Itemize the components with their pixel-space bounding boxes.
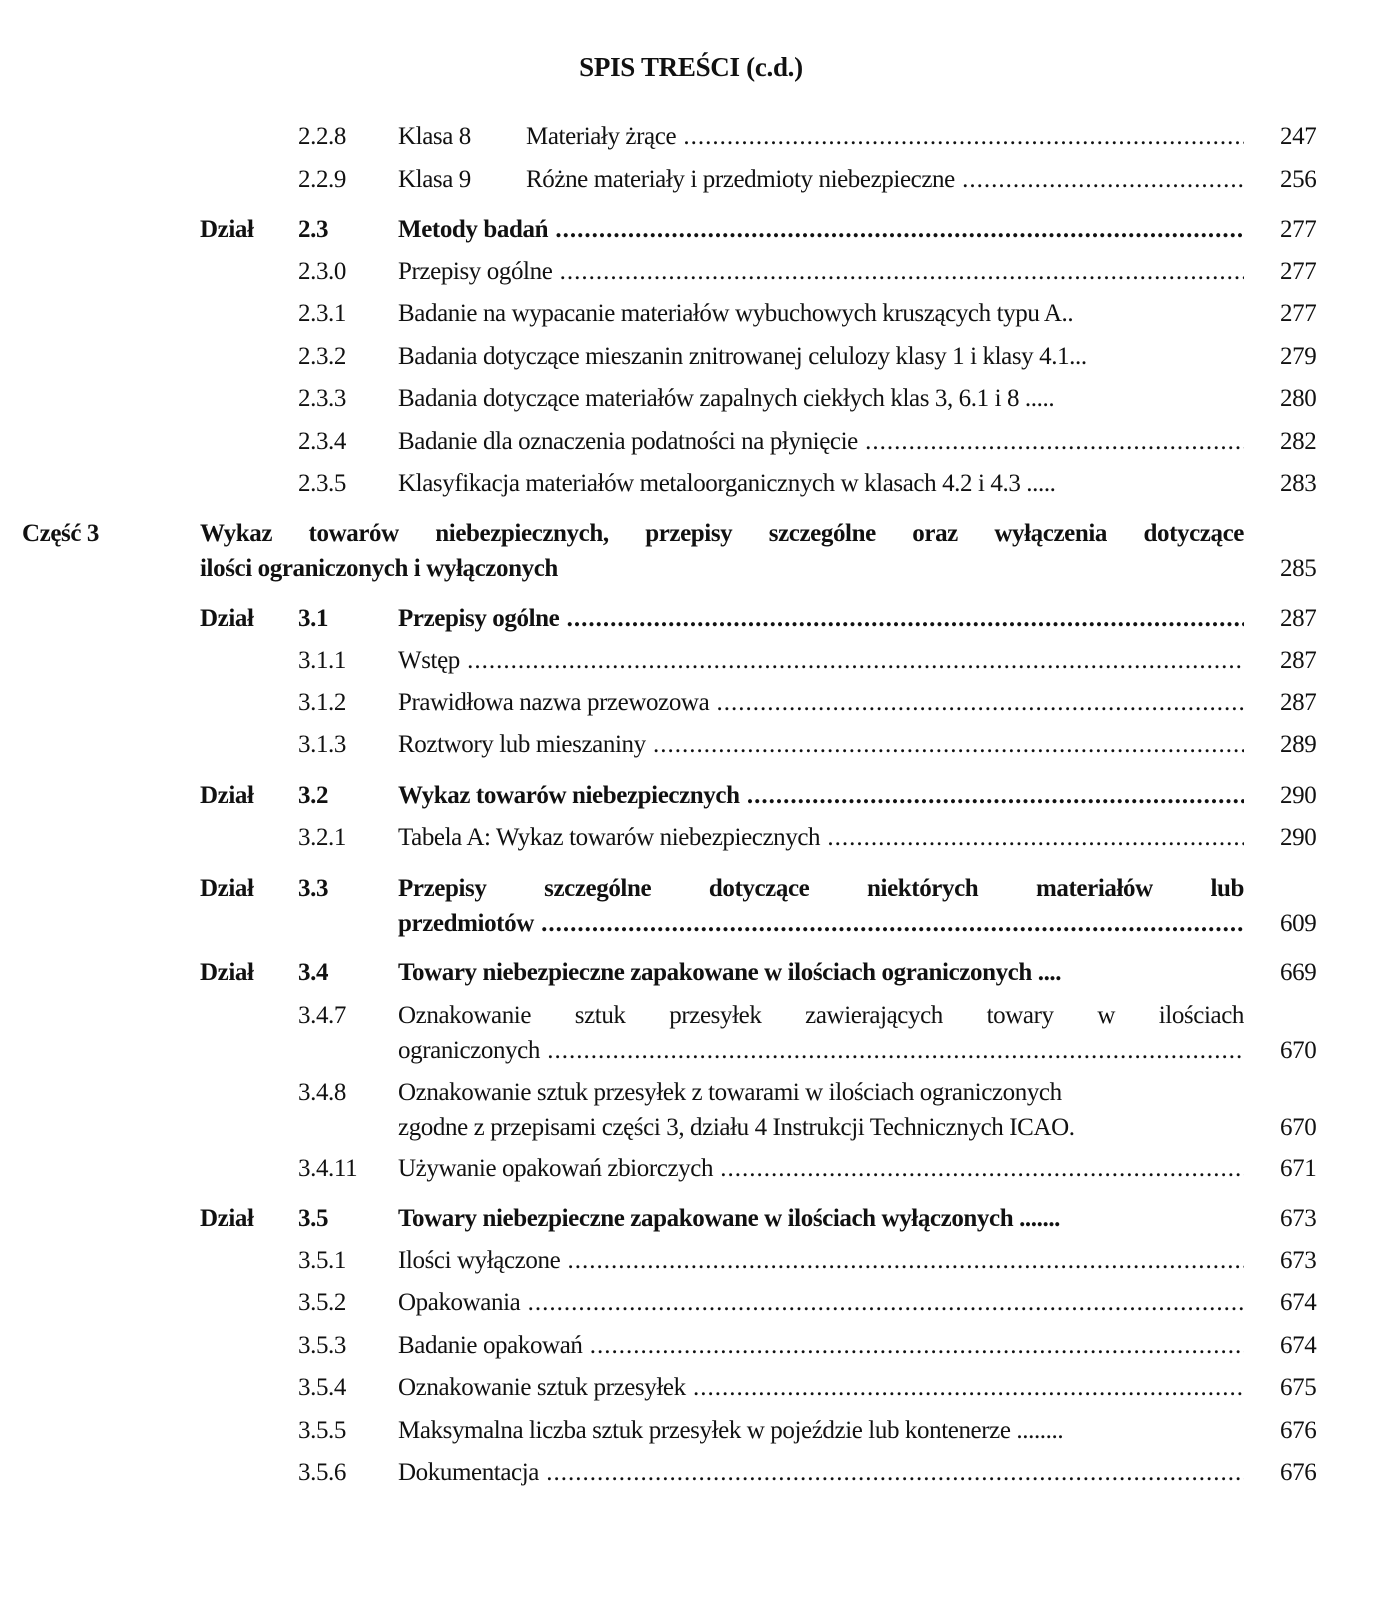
entry-title-line2: ilości ograniczonych i wyłączonych <box>200 555 558 582</box>
entry-title-line1: Oznakowanie sztuk przesyłek zawierających towary w ilościach <box>398 1002 1244 1029</box>
entry-page: 287 <box>1280 689 1317 716</box>
entry-title: Badania dotyczące materiałów zapalnych ciekłych klas 3, 6.1 i 8 ..... <box>398 385 1055 412</box>
entry-title: Wstęp ..... <box>398 643 1244 678</box>
entry-class: Klasa 9 <box>398 166 471 193</box>
section-label: Dział <box>200 782 254 809</box>
entry-number: 2.3.0 <box>298 258 347 285</box>
entry-page: 279 <box>1280 343 1317 370</box>
section-label: Dział <box>200 875 254 902</box>
entry-number: 3.5.6 <box>298 1459 347 1486</box>
entry-page: 287 <box>1280 647 1317 674</box>
entry-number: 2.3 <box>298 216 329 243</box>
entry-title: Badania dotyczące mieszanin znitrowanej celulozy klasy 1 i klasy 4.1... <box>398 343 1087 370</box>
entry-title: Przepisy ogólne ..... <box>398 254 1244 289</box>
entry-number: 3.1 <box>298 605 329 632</box>
section-label: Dział <box>200 216 254 243</box>
entry-page: 676 <box>1280 1417 1317 1444</box>
section-label: Dział <box>200 605 254 632</box>
entry-number: 3.1.1 <box>298 647 347 674</box>
entry-number: 3.4.11 <box>298 1155 358 1182</box>
entry-number: 3.1.2 <box>298 689 347 716</box>
entry-page: 285 <box>1280 555 1317 582</box>
entry-page: 669 <box>1280 959 1317 986</box>
entry-number: 2.3.2 <box>298 343 347 370</box>
entry-page: 247 <box>1280 123 1317 150</box>
entry-page: 673 <box>1280 1247 1317 1274</box>
entry-number: 3.5 <box>298 1205 329 1232</box>
entry-page: 282 <box>1280 428 1317 455</box>
entry-title-line2: przedmiotów ..... <box>398 906 1244 941</box>
entry-page: 277 <box>1280 258 1317 285</box>
entry-number: 3.4.8 <box>298 1079 347 1106</box>
entry-title: Badanie dla oznaczenia podatności na płynięcie ..... <box>398 424 1244 459</box>
entry-page: 290 <box>1280 782 1317 809</box>
entry-title-line2: ograniczonych ..... <box>398 1033 1244 1068</box>
entry-title: Roztwory lub mieszaniny ..... <box>398 727 1244 762</box>
entry-page: 670 <box>1280 1037 1317 1064</box>
entry-title: Tabela A: Wykaz towarów niebezpiecznych ..... <box>398 820 1244 855</box>
entry-page: 256 <box>1280 166 1317 193</box>
entry-number: 3.5.2 <box>298 1289 347 1316</box>
entry-title: Przepisy ogólne ..... <box>398 601 1244 636</box>
entry-number: 2.3.1 <box>298 300 347 327</box>
entry-number: 3.2.1 <box>298 824 347 851</box>
entry-page: 670 <box>1280 1114 1317 1141</box>
entry-title: Prawidłowa nazwa przewozowa ..... <box>398 685 1244 720</box>
entry-title: Wykaz towarów niebezpiecznych ..... <box>398 778 1244 813</box>
entry-number: 2.2.9 <box>298 166 347 193</box>
entry-page: 673 <box>1280 1205 1317 1232</box>
entry-number: 3.1.3 <box>298 731 347 758</box>
section-label: Dział <box>200 959 254 986</box>
entry-page: 283 <box>1280 470 1317 497</box>
entry-title: Ilości wyłączone ..... <box>398 1243 1244 1278</box>
entry-title: Opakowania ..... <box>398 1285 1244 1320</box>
entry-number: 3.4 <box>298 959 329 986</box>
entry-page: 676 <box>1280 1459 1317 1486</box>
entry-title: Metody badań ..... <box>398 212 1244 247</box>
entry-title: Towary niebezpieczne zapakowane w ilościach ograniczonych .... <box>398 959 1062 986</box>
section-label: Dział <box>200 1205 254 1232</box>
entry-title: Towary niebezpieczne zapakowane w ilościach wyłączonych ....... <box>398 1205 1061 1232</box>
entry-page: 609 <box>1280 910 1317 937</box>
entry-title: Badanie opakowań ..... <box>398 1328 1244 1363</box>
entry-title: Maksymalna liczba sztuk przesyłek w pojeździe lub kontenerze ........ <box>398 1417 1064 1444</box>
entry-number: 2.3.4 <box>298 428 347 455</box>
entry-class: Klasa 8 <box>398 123 471 150</box>
page-title: SPIS TREŚCI (c.d.) <box>579 52 803 82</box>
entry-number: 2.2.8 <box>298 123 347 150</box>
entry-title: Dokumentacja ..... <box>398 1455 1244 1490</box>
entry-number: 2.3.5 <box>298 470 347 497</box>
entry-page: 280 <box>1280 385 1317 412</box>
entry-page: 671 <box>1280 1155 1317 1182</box>
entry-number: 3.5.5 <box>298 1417 347 1444</box>
entry-title: Oznakowanie sztuk przesyłek ..... <box>398 1370 1244 1405</box>
entry-title-line1: Wykaz towarów niebezpiecznych, przepisy szczególne oraz wyłączenia dotyczące <box>200 520 1244 547</box>
entry-title-line1: Oznakowanie sztuk przesyłek z towarami w ilościach ograniczonych <box>398 1079 1062 1106</box>
entry-number: 2.3.3 <box>298 385 347 412</box>
entry-number: 3.2 <box>298 782 329 809</box>
entry-page: 287 <box>1280 605 1317 632</box>
entry-title: Badanie na wypacanie materiałów wybuchowych kruszących typu A.. <box>398 300 1074 327</box>
entry-number: 3.5.4 <box>298 1374 347 1401</box>
entry-title: Klasyfikacja materiałów metaloorganicznych w klasach 4.2 i 4.3 ..... <box>398 470 1056 497</box>
entry-page: 290 <box>1280 824 1317 851</box>
entry-title: Używanie opakowań zbiorczych ..... <box>398 1151 1244 1186</box>
entry-page: 277 <box>1280 216 1317 243</box>
entry-title-line1: Przepisy szczególne dotyczące niektórych materiałów lub <box>398 875 1244 902</box>
entry-page: 674 <box>1280 1289 1317 1316</box>
entry-page: 675 <box>1280 1374 1317 1401</box>
entry-title-line2: zgodne z przepisami części 3, działu 4 Instrukcji Technicznych ICAO. <box>398 1114 1075 1141</box>
part-label: Część 3 <box>22 520 100 547</box>
entry-page: 289 <box>1280 731 1317 758</box>
entry-page: 277 <box>1280 300 1317 327</box>
entry-title: Różne materiały i przedmioty niebezpieczne ..... <box>526 162 1244 197</box>
entry-number: 3.3 <box>298 875 329 902</box>
entry-page: 674 <box>1280 1332 1317 1359</box>
entry-number: 3.5.3 <box>298 1332 347 1359</box>
entry-number: 3.4.7 <box>298 1002 347 1029</box>
entry-title: Materiały żrące ..... <box>526 119 1244 154</box>
entry-number: 3.5.1 <box>298 1247 347 1274</box>
